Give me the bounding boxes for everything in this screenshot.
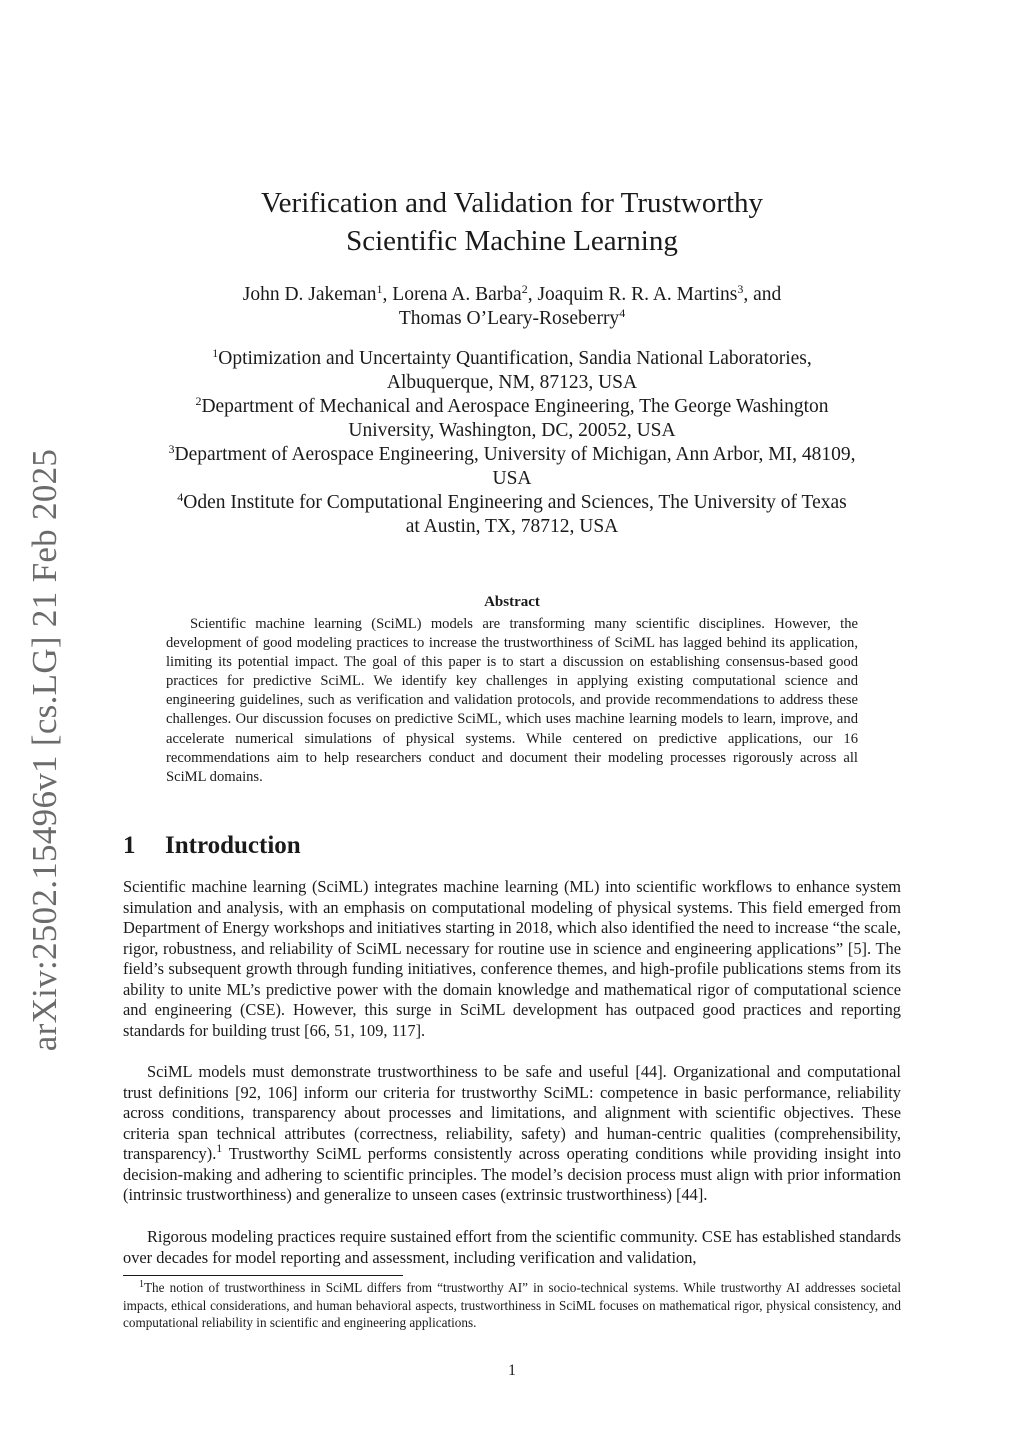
affiliation-line	[112, 443, 912, 467]
section-number: 1	[123, 832, 136, 859]
title-line-1: Verification and Validation for Trustworthy	[260, 187, 764, 219]
affiliation-text: Department of Aerospace Engineering, University of Michigan, Ann Arbor, MI, 48109,	[174, 444, 856, 465]
author-conjunction: , and	[743, 284, 782, 305]
affiliation-text: Oden Institute for Computational Engineering and Sciences, The University of Texas	[183, 492, 847, 513]
author-affil-mark: 4	[619, 306, 626, 320]
affiliation-mark: 2	[195, 394, 202, 408]
affiliation-line	[112, 347, 912, 371]
affiliation-line: Albuquerque, NM, 87123, USA	[386, 372, 638, 393]
author-list	[140, 283, 884, 331]
section-heading	[123, 832, 301, 860]
intro-paragraph-3: Rigorous modeling practices require sustained effort from the scientific community. CSE has established standards over decades for model reporting and assessment, including verification and validation,	[123, 1227, 901, 1267]
abstract-heading: Abstract	[484, 594, 540, 610]
page-number: 1	[508, 1362, 516, 1379]
author-line-2	[140, 307, 884, 331]
affiliation-text: Department of Mechanical and Aerospace Engineering, The George Washington	[201, 396, 829, 417]
affiliation-text: Optimization and Uncertainty Quantification, Sandia National Laboratories,	[218, 348, 812, 369]
affiliation-line: at Austin, TX, 78712, USA	[405, 516, 619, 537]
author-affil-mark: 1	[376, 282, 383, 296]
author-name: Thomas O’Leary-Roseberry	[398, 308, 620, 329]
footnote-divider	[123, 1275, 403, 1276]
footnote-marker: 1	[216, 1141, 223, 1155]
arxiv-identifier: arXiv:2502.15496v1 [cs.LG] 21 Feb 2025	[25, 448, 64, 1052]
footnote-mark: 1	[139, 1279, 144, 1290]
author-name: , Joaquim R. R. A. Martins	[527, 284, 738, 305]
affiliation-line	[112, 395, 912, 419]
title-line-2: Scientific Machine Learning	[346, 225, 678, 257]
author-line-1	[140, 283, 884, 307]
intro-paragraph-2	[123, 1062, 901, 1206]
author-affil-mark: 2	[521, 282, 528, 296]
affiliation-line: USA	[492, 468, 532, 489]
affiliation-list	[112, 347, 912, 539]
abstract-text: Scientific machine learning (SciML) models are transforming many scientific disciplines. However, the development of good modeling practices to increase the trustworthiness of SciML has lagged behind its application, limiting its potential impact. The goal of this paper is to start a discussion on establishing consensus-based good practices for predictive SciML. We identify key challenges in applying existing computational science and engineering guidelines, such as verification and validation protocols, and provide recommendations to address these challenges. Our discussion focuses on predictive SciML, which uses machine learning models to learn, improve, and accelerate numerical simulations of physical systems. While centered on predictive applications, our 16 recommendations aim to help researchers conduct and document their modeling processes rigorously across all SciML domains.	[166, 616, 858, 785]
author-name: John D. Jakeman	[242, 284, 377, 305]
affiliation-mark: 1	[212, 346, 219, 360]
affiliation-line: University, Washington, DC, 20052, USA	[348, 420, 676, 441]
affiliation-mark: 4	[177, 490, 184, 504]
affiliation-mark: 3	[168, 442, 175, 456]
paper-title	[140, 184, 884, 260]
paragraph-text: SciML models must demonstrate trustworthiness to be safe and useful [44]. Organizational and computational trust definitions [92, 106] inform our criteria for trustworthy SciML: competence in basic performance, reliability across conditions, transparency about processes and limitations, and alignment with scientific objectives. These criteria span technical attributes (correctness, reliability, safety) and human-centric qualities (comprehensibility, transparency).	[123, 1062, 901, 1163]
footnote-text: The notion of trustworthiness in SciML differs from “trustworthy AI” in socio-technical systems. While trustworthy AI addresses societal impacts, ethical considerations, and human behavioral aspects, trustworthiness in SciML focuses on mathematical rigor, physical consistency, and computational reliability in scientific and engineering applications.	[123, 1280, 901, 1330]
paragraph-text: Trustworthy SciML performs consistently across operating conditions while providing insight into decision-making and adhering to scientific principles. The model’s decision process must align with prior information (intrinsic trustworthiness) and generalize to unseen cases (extrinsic trustworthiness) [44].	[123, 1144, 901, 1204]
author-affil-mark: 3	[737, 282, 744, 296]
section-title: Introduction	[165, 832, 301, 859]
footnote	[123, 1279, 901, 1332]
affiliation-line	[112, 491, 912, 515]
author-name: , Lorena A. Barba	[382, 284, 522, 305]
intro-paragraph-1: Scientific machine learning (SciML) integrates machine learning (ML) into scientific workflows to enhance system simulation and analysis, with an emphasis on computational modeling of physical systems. This field emerged from Department of Energy workshops and initiatives starting in 2018, which also identified the need to increase “the scale, rigor, robustness, and reliability of SciML necessary for routine use in science and engineering applications” [5]. The field’s subsequent growth through funding initiatives, conference themes, and high-profile publications stems from its ability to unite ML’s predictive power with the domain knowledge and mathematical rigor of computational science and engineering (CSE). However, this surge in SciML development has outpaced good practices and reporting standards for building trust [66, 51, 109, 117].	[123, 877, 901, 1040]
